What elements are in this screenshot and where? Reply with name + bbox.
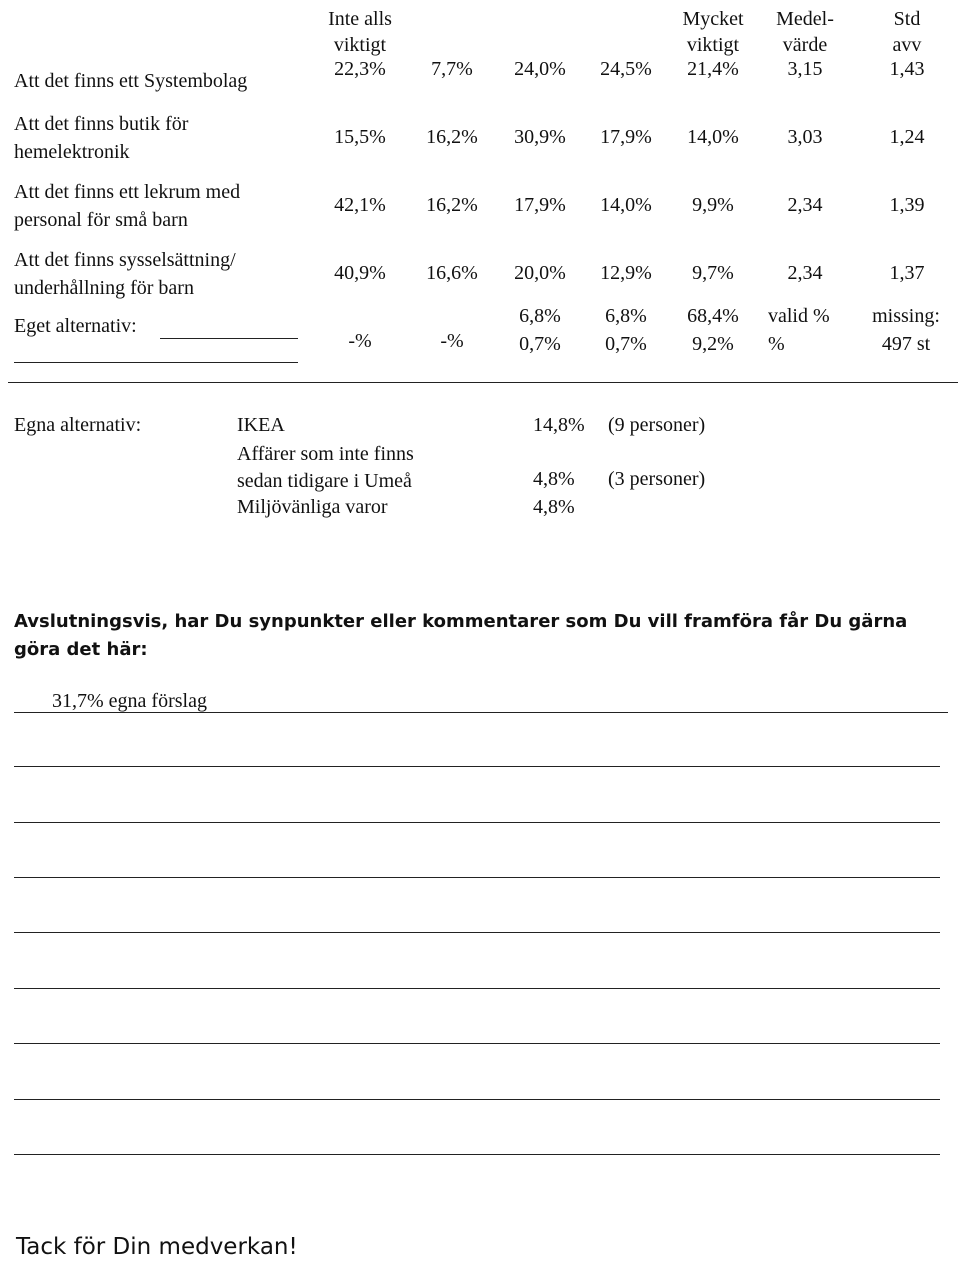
header-std (866, 6, 948, 58)
answer-line-8 (14, 1099, 940, 1100)
header-mean-line2: värde (782, 34, 828, 56)
row2-mean: 3,03 (787, 126, 823, 148)
row4-mean: 2,34 (787, 262, 823, 284)
header-std-line1: Std (893, 8, 921, 30)
header-mean-line1: Medel- (776, 8, 834, 30)
row3-label-line2: personal för små barn (14, 209, 188, 231)
row3-col4: 14,0% (600, 194, 652, 216)
row3-col3: 17,9% (514, 194, 566, 216)
row1-col3: 24,0% (514, 58, 566, 80)
header-col1-line2: viktigt (333, 34, 387, 56)
closing-question (14, 608, 907, 664)
answer-line-9 (14, 1154, 940, 1155)
own-alternatives-label: Egna alternativ: (14, 414, 142, 436)
row2-col3: 30,9% (514, 126, 566, 148)
own-alt-new-stores-pct: 4,8% (533, 468, 575, 490)
row4-label-line2: underhållning för barn (14, 277, 194, 299)
row3-std: 1,39 (889, 194, 925, 216)
own-alt-ikea-pct: 14,8% (533, 414, 585, 436)
own-col3-line1: 6,8% (519, 305, 561, 327)
header-col1-line1: Inte alls (328, 8, 392, 30)
row-label-sysselsattning (14, 246, 236, 302)
row1-col1: 22,3% (334, 58, 386, 80)
header-mean (764, 6, 846, 58)
own-col6-line2: % (768, 333, 785, 355)
closing-question-line1: Avslutningsvis, har Du synpunkter eller kommentarer som Du vill framföra får Du gärna (14, 611, 908, 632)
row-label-hemelektronik (14, 110, 188, 166)
own-alt-ikea-note: (9 personer) (608, 414, 706, 436)
own-col4-line2: 0,7% (605, 333, 647, 355)
thank-you-text: Tack för Din medverkan! (16, 1234, 298, 1260)
own-alternative-label: Eget alternativ: (14, 315, 137, 337)
closing-question-line2: göra det här: (14, 639, 148, 660)
row4-col1: 40,9% (334, 262, 386, 284)
row3-col2: 16,2% (426, 194, 478, 216)
own-alternative-line2 (14, 362, 298, 363)
own-col5-line2: 9,2% (692, 333, 734, 355)
own-col7-line1: missing: (872, 305, 940, 327)
answer-line-2 (14, 766, 940, 767)
own-alt-eco-pct: 4,8% (533, 496, 575, 518)
row-label-lekrum (14, 178, 240, 234)
own-col5-line1: 68,4% (687, 305, 739, 327)
own-alt-new-stores-name (237, 441, 414, 495)
row3-mean: 2,34 (787, 194, 823, 216)
own-col6 (768, 302, 830, 358)
row2-col5: 14,0% (687, 126, 739, 148)
header-col1 (320, 6, 400, 58)
row4-col5: 9,7% (692, 262, 734, 284)
row3-label-line1: Att det finns ett lekrum med (14, 181, 241, 203)
own-col5 (672, 302, 754, 358)
row2-col4: 17,9% (600, 126, 652, 148)
row4-col2: 16,6% (426, 262, 478, 284)
row2-col1: 15,5% (334, 126, 386, 148)
row1-col2: 7,7% (431, 58, 473, 80)
header-col5-line1: Mycket (682, 8, 744, 30)
own-col7-line2: 497 st (881, 333, 931, 355)
own-col7 (860, 302, 952, 358)
own-col1: -% (348, 330, 372, 352)
header-std-line2: avv (892, 34, 922, 56)
own-col6-line1: valid % (768, 305, 830, 327)
row1-col4: 24,5% (600, 58, 652, 80)
row2-label-line1: Att det finns butik för (14, 113, 189, 135)
own-col3 (500, 302, 580, 358)
own-col3-line2: 0,7% (519, 333, 561, 355)
answer-line-6 (14, 988, 940, 989)
own-col4 (586, 302, 666, 358)
row2-col2: 16,2% (426, 126, 478, 148)
own-alt-new-stores-note: (3 personer) (608, 468, 706, 490)
row-label-systembolag: Att det finns ett Systembolag (14, 70, 248, 92)
answer-line-7 (14, 1043, 940, 1044)
row3-col5: 9,9% (692, 194, 734, 216)
own-col4-line1: 6,8% (605, 305, 647, 327)
table-bottom-rule (8, 382, 958, 383)
row4-col4: 12,9% (600, 262, 652, 284)
own-col2: -% (440, 330, 464, 352)
answer-line-5 (14, 932, 940, 933)
answer-line-4 (14, 877, 940, 878)
row3-col1: 42,1% (334, 194, 386, 216)
own-alt-ikea-name: IKEA (237, 414, 285, 436)
row2-std: 1,24 (889, 126, 925, 148)
own-alt-new-stores-line1: Affärer som inte finns (237, 443, 414, 465)
own-alt-new-stores-line2: sedan tidigare i Umeå (237, 470, 412, 492)
answer-line-3 (14, 822, 940, 823)
header-col5-line2: viktigt (686, 34, 740, 56)
own-alternative-line1 (160, 338, 298, 339)
row2-label-line2: hemelektronik (14, 141, 130, 163)
row1-mean: 3,15 (787, 58, 823, 80)
row4-col3: 20,0% (514, 262, 566, 284)
header-col5 (672, 6, 754, 58)
closing-answer: 31,7% egna förslag (52, 690, 207, 712)
row1-col5: 21,4% (687, 58, 739, 80)
answer-line-1 (14, 712, 948, 713)
row4-label-line1: Att det finns sysselsättning/ (14, 249, 236, 271)
row1-std: 1,43 (889, 58, 925, 80)
own-alt-eco-name: Miljövänliga varor (237, 496, 388, 518)
row4-std: 1,37 (889, 262, 925, 284)
